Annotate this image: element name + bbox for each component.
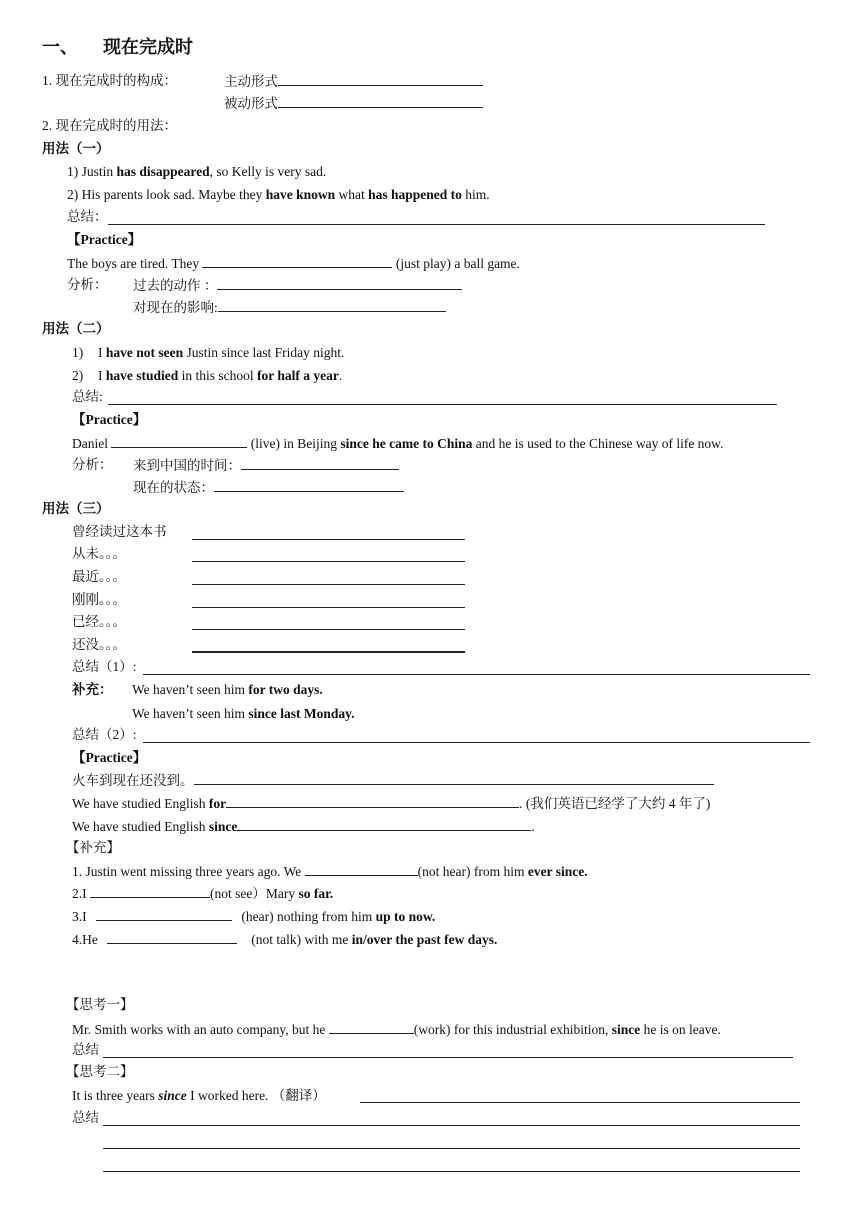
usage2-example2-num: 2) [72,368,84,383]
usage1-summary-line[interactable] [108,224,765,225]
usage3-practice-heading: 【Practice】 [72,750,147,765]
usage3-supplement-1: We haven’t seen him for two days. [132,682,323,697]
usage3-summary2-line[interactable] [143,742,810,743]
usage2-practice-heading: 【Practice】 [72,412,147,427]
usage3-row: 已经。。。 [72,614,126,629]
think2-summary-line[interactable] [103,1125,800,1126]
usage2-analysis-1: 来到中国的时间： [133,456,399,475]
think1-summary-line[interactable] [103,1057,793,1058]
usage3-summary2-label: 总结（2）: [72,727,137,742]
usage1-analysis-2-blank[interactable] [218,298,446,312]
usage1-analysis-2: 对现在的影响: [133,298,446,317]
usage3-summary1-label: 总结（1）: [72,659,137,674]
usage3-row: 从未。。。 [72,546,126,561]
usage1-example1: 1) Justin has disappeared, so Kelly is very sad. [67,164,327,179]
usage3-row-blank[interactable] [192,561,465,562]
usage3-row-blank[interactable] [192,584,465,585]
think2-summary-line[interactable] [103,1171,800,1172]
usage3-summary1-line[interactable] [143,674,810,675]
usage2-practice-sentence: Daniel (live) in Beijing since he came to China and he is used to the Chinese way of life now. [72,436,724,451]
think2-summary-line[interactable] [103,1148,800,1149]
usage1-summary-label: 总结： [67,209,108,224]
usage3-question2: We have studied English for . (我们英语已经学了大约 4 年了) [72,796,711,811]
supplement-sentence-4: 4.He (not talk) with me in/over the past few days. [72,932,498,947]
usage2-analysis-2-blank[interactable] [214,478,404,492]
passive-form-label: 被动形式 [224,94,483,113]
usage3-supplement-label: 补充： [72,682,113,697]
usage1-heading: 用法（一） [42,141,110,156]
usage2-heading: 用法（二） [42,321,110,336]
usage2-practice-blank[interactable] [111,434,247,448]
usage3-row-blank[interactable] [192,629,465,630]
think1-blank[interactable] [329,1020,414,1034]
usage2-example2: I have studied in this school for half a year. [98,368,343,383]
supplement-blank-3[interactable] [96,907,232,921]
usage3-question1-blank[interactable] [194,771,714,785]
active-form-blank[interactable] [278,72,483,86]
think2-sentence: It is three years since I worked here. （翻译） [72,1088,326,1103]
usage3-row-blank[interactable] [192,607,465,608]
supplement-blank-1[interactable] [305,862,418,876]
supplement-heading: 【补充】 [66,840,120,855]
usage3-row: 最近。。。 [72,569,126,584]
think1-sentence: Mr. Smith works with an auto company, but he (work) for this industrial exhibition, since he is on leave. [72,1022,721,1037]
usage2-summary-line[interactable] [108,404,777,405]
item1-label: 1. 现在完成时的构成： [42,73,177,88]
page-title: 现在完成时 [103,37,193,57]
usage3-row-blank[interactable] [192,539,465,540]
usage3-question3: We have studied English since . [72,819,535,834]
usage2-example1-num: 1) [72,345,84,360]
item2-label: 2. 现在完成时的用法： [42,118,177,133]
usage1-example2: 2) His parents look sad. Maybe they have known what has happened to him. [67,187,490,202]
usage1-practice-blank[interactable] [202,254,392,268]
supplement-blank-2[interactable] [90,884,210,898]
usage1-analysis-1-blank[interactable] [217,276,462,290]
think1-summary-label: 总结 [72,1042,99,1057]
passive-form-blank[interactable] [278,94,483,108]
usage3-row-blank[interactable] [192,651,465,653]
usage2-summary-label: 总结: [72,389,103,404]
usage1-analysis-label: 分析： [67,277,108,292]
usage2-analysis-1-blank[interactable] [241,456,399,470]
supplement-blank-4[interactable] [107,930,237,944]
think2-translation-line[interactable] [360,1102,800,1103]
usage3-question3-blank[interactable] [237,817,531,831]
usage3-question1: 火车到现在还没到。 [72,771,714,790]
active-form-label: 主动形式 [224,72,483,91]
supplement-sentence-2: 2.I (not see）Mary so far. [72,886,334,901]
usage1-practice-sentence: The boys are tired. They (just play) a ball game. [67,256,520,271]
think2-heading: 【思考二】 [66,1064,134,1079]
usage1-analysis-1: 过去的动作 ： [133,276,462,295]
usage2-example1: I have not seen Justin since last Friday night. [98,345,345,360]
usage3-row: 曾经读过这本书 [72,524,167,539]
think1-heading: 【思考一】 [66,997,134,1012]
usage3-supplement-2: We haven’t seen him since last Monday. [132,706,355,721]
supplement-sentence-1: 1. Justin went missing three years ago. We (not hear) from him ever since. [72,864,588,879]
usage2-analysis-2: 现在的状态： [133,478,404,497]
usage3-row: 还没。。。 [72,637,126,652]
section-number: 一、 [42,37,78,57]
think2-summary-label: 总结 [72,1110,99,1125]
usage2-analysis-label: 分析： [72,457,113,472]
usage1-practice-heading: 【Practice】 [67,232,142,247]
usage3-heading: 用法（三） [42,501,110,516]
usage3-row: 刚刚。。。 [72,592,126,607]
supplement-sentence-3: 3.I (hear) nothing from him up to now. [72,909,436,924]
usage3-question2-blank[interactable] [226,794,519,808]
